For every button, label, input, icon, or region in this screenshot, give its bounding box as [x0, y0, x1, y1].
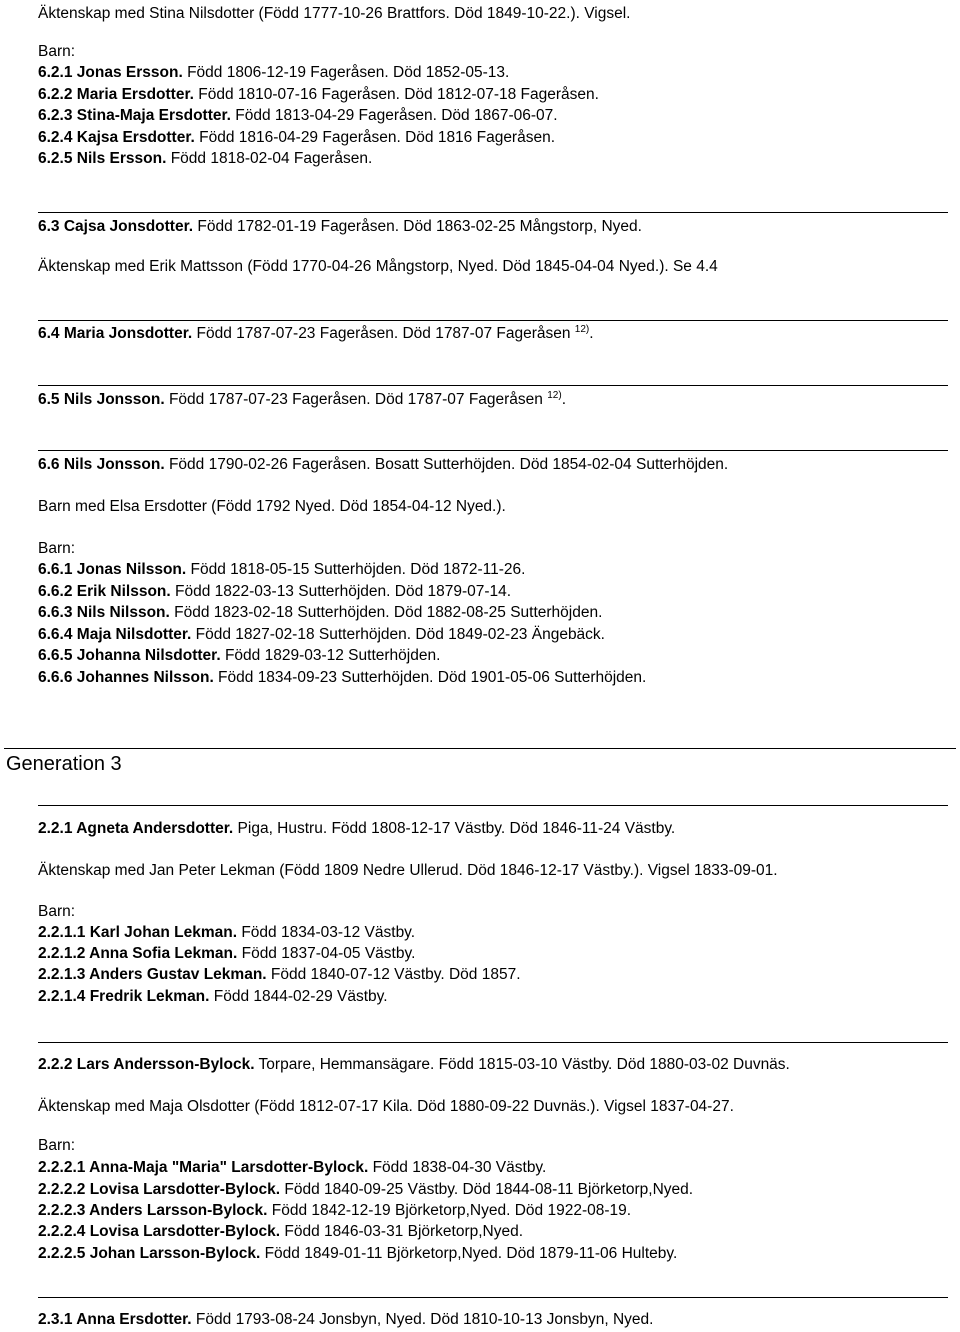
person-heading: 6.3 Cajsa Jonsdotter. Född 1782-01-19 Fageråsen. Död 1863-02-25 Mångstorp, Nyed.	[38, 218, 642, 235]
section-divider	[38, 212, 948, 213]
child-entry: 2.2.2.3 Anders Larsson-Bylock. Född 1842-12-19 Björketorp,Nyed. Död 1922-08-19.	[38, 1202, 632, 1219]
child-entry: 6.2.3 Stina-Maja Ersdotter. Född 1813-04-29 Fageråsen. Död 1867-06-07.	[38, 107, 558, 124]
marriage-line: Äktenskap med Erik Mattsson (Född 1770-04-26 Mångstorp, Nyed. Död 1845-04-04 Nyed.). Se 4.4	[38, 258, 718, 275]
barn-label: Barn:	[38, 1137, 76, 1154]
child-entry: 2.2.2.2 Lovisa Larsdotter-Bylock. Född 1840-09-25 Västby. Död 1844-08-11 Björketorp,Nyed.	[38, 1181, 694, 1198]
barn-label: Barn:	[38, 43, 76, 60]
section-divider	[38, 1042, 948, 1043]
child-entry: 6.6.3 Nils Nilsson. Född 1823-02-18 Sutterhöjden. Död 1882-08-25 Sutterhöjden.	[38, 604, 603, 621]
person-heading: 2.3.1 Anna Ersdotter. Född 1793-08-24 Jonsbyn, Nyed. Död 1810-10-13 Jonsbyn, Nyed.	[38, 1311, 654, 1328]
child-entry: 6.2.5 Nils Ersson. Född 1818-02-04 Fageråsen.	[38, 150, 373, 167]
child-entry: 2.2.1.1 Karl Johan Lekman. Född 1834-03-12 Västby.	[38, 924, 416, 941]
child-entry: 2.2.1.4 Fredrik Lekman. Född 1844-02-29 Västby.	[38, 988, 388, 1005]
section-divider	[38, 385, 948, 386]
barn-label: Barn:	[38, 540, 76, 557]
child-entry: 2.2.1.2 Anna Sofia Lekman. Född 1837-04-05 Västby.	[38, 945, 416, 962]
child-entry: 2.2.2.4 Lovisa Larsdotter-Bylock. Född 1846-03-31 Björketorp,Nyed.	[38, 1223, 524, 1240]
barn-label: Barn:	[38, 903, 76, 920]
person-heading: 6.5 Nils Jonsson. Född 1787-07-23 Fageråsen. Död 1787-07 Fageråsen $^{12)}$.	[38, 390, 566, 408]
child-entry: 6.6.6 Johannes Nilsson. Född 1834-09-23 Sutterhöjden. Död 1901-05-06 Sutterhöjden.	[38, 669, 647, 686]
child-entry: 6.6.2 Erik Nilsson. Född 1822-03-13 Sutterhöjden. Död 1879-07-14.	[38, 583, 512, 600]
child-entry: 6.6.1 Jonas Nilsson. Född 1818-05-15 Sutterhöjden. Död 1872-11-26.	[38, 561, 526, 578]
child-entry: 6.6.4 Maja Nilsdotter. Född 1827-02-18 Sutterhöjden. Död 1849-02-23 Ängebäck.	[38, 626, 605, 643]
footnote-ref: 12)	[574, 324, 590, 335]
child-entry: 2.2.2.5 Johan Larsson-Bylock. Född 1849-01-11 Björketorp,Nyed. Död 1879-11-06 Hulteby.	[38, 1245, 678, 1262]
person-heading: 6.4 Maria Jonsdotter. Född 1787-07-23 Fageråsen. Död 1787-07 Fageråsen $^{12)}$.	[38, 324, 594, 342]
person-heading: 6.6 Nils Jonsson. Född 1790-02-26 Fageråsen. Bosatt Sutterhöjden. Död 1854-02-04 Sutterhöjden.	[38, 456, 729, 473]
marriage-line: Äktenskap med Jan Peter Lekman (Född 1809 Nedre Ullerud. Död 1846-12-17 Västby.). Vigsel 1833-09-01.	[38, 862, 778, 879]
section-divider	[38, 805, 948, 806]
child-entry: 2.2.1.3 Anders Gustav Lekman. Född 1840-07-12 Västby. Död 1857.	[38, 966, 521, 983]
section-divider	[38, 450, 948, 451]
marriage-line: Äktenskap med Stina Nilsdotter (Född 1777-10-26 Brattfors. Död 1849-10-22.). Vigsel.	[38, 5, 631, 22]
child-entry: 2.2.2.1 Anna-Maja "Maria" Larsdotter-Bylock. Född 1838-04-30 Västby.	[38, 1159, 547, 1176]
child-entry: 6.2.4 Kajsa Ersdotter. Född 1816-04-29 Fageråsen. Död 1816 Fageråsen.	[38, 129, 556, 146]
marriage-line: Äktenskap med Maja Olsdotter (Född 1812-07-17 Kila. Död 1880-09-22 Duvnäs.). Vigsel 1837-04-27.	[38, 1098, 734, 1115]
person-heading: 2.2.2 Lars Andersson-Bylock. Torpare, Hemmansägare. Född 1815-03-10 Västby. Död 1880-03-02 Duvnäs.	[38, 1056, 790, 1073]
person-heading: 2.2.1 Agneta Andersdotter. Piga, Hustru. Född 1808-12-17 Västby. Död 1846-11-24 Västby.	[38, 820, 676, 837]
section-divider	[38, 320, 948, 321]
child-entry: 6.2.2 Maria Ersdotter. Född 1810-07-16 Fageråsen. Död 1812-07-18 Fageråsen.	[38, 86, 599, 103]
child-entry: 6.6.5 Johanna Nilsdotter. Född 1829-03-12 Sutterhöjden.	[38, 647, 441, 664]
child-entry: 6.2.1 Jonas Ersson. Född 1806-12-19 Fageråsen. Död 1852-05-13.	[38, 64, 510, 81]
generation-divider	[4, 748, 956, 749]
footnote-ref: 12)	[547, 390, 562, 401]
generation-heading: Generation 3	[6, 753, 122, 775]
partner-line: Barn med Elsa Ersdotter (Född 1792 Nyed. Död 1854-04-12 Nyed.).	[38, 498, 506, 515]
section-divider	[38, 1297, 948, 1298]
